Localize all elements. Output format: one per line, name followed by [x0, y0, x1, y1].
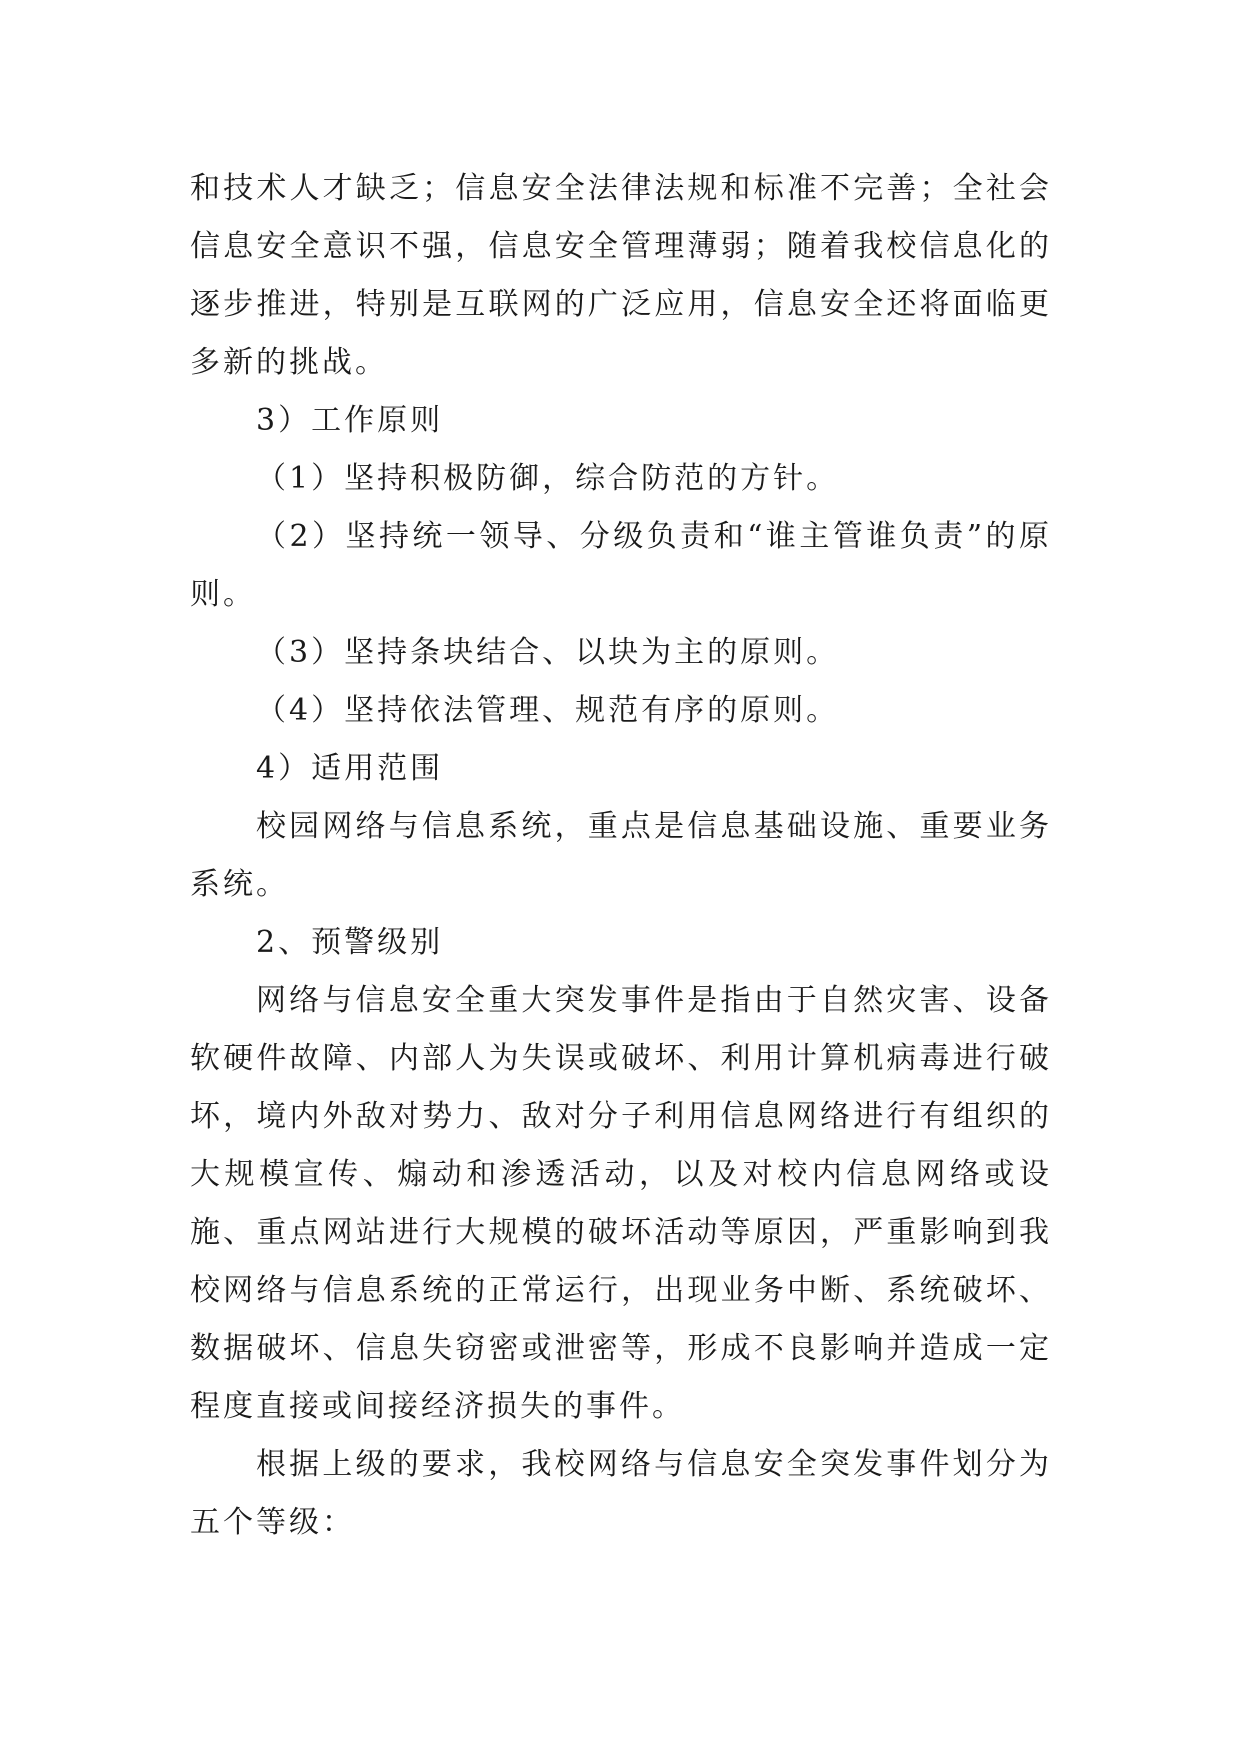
principle-item-4: （4）坚持依法管理、规范有序的原则。	[256, 693, 840, 728]
paragraph-incident-definition: 网络与信息安全重大突发事件是指由于自然灾害、设备软硬件故障、内部人为失误或破坏、利用计算机病毒进行破坏，境内外敌对势力、敌对分子利用信息网络进行有组织的大规模宣传、煽动和渗透活动，以及对校内信息网络或设施、重点网站进行大规模的破坏活动等原因，严重影响到我校网络与信息系统的正常运行，出现业务中断、系统破坏、数据破坏、信息失窃密或泄密等，形成不良影响并造成一定程度直接或间接经济损失的事件。	[190, 983, 1052, 1424]
paragraph-challenges: 和技术人才缺乏；信息安全法律法规和标准不完善；全社会信息安全意识不强，信息安全管理薄弱；随着我校信息化的逐步推进，特别是互联网的广泛应用，信息安全还将面临更多新的挑战。	[190, 171, 1052, 380]
paragraph-five-levels: 根据上级的要求，我校网络与信息安全突发事件划分为五个等级：	[190, 1447, 1052, 1540]
heading-scope: 4）适用范围	[256, 751, 444, 786]
paragraph-scope: 校园网络与信息系统，重点是信息基础设施、重要业务系统。	[190, 809, 1052, 902]
document-body	[190, 160, 1052, 1552]
principle-item-3: （3）坚持条块结合、以块为主的原则。	[256, 635, 840, 670]
heading-work-principles: 3）工作原则	[256, 403, 444, 438]
principle-item-1: （1）坚持积极防御，综合防范的方针。	[256, 461, 840, 496]
principle-item-2: （2）坚持统一领导、分级负责和“谁主管谁负责”的原则。	[190, 519, 1052, 612]
heading-warning-levels: 2、预警级别	[256, 925, 444, 960]
